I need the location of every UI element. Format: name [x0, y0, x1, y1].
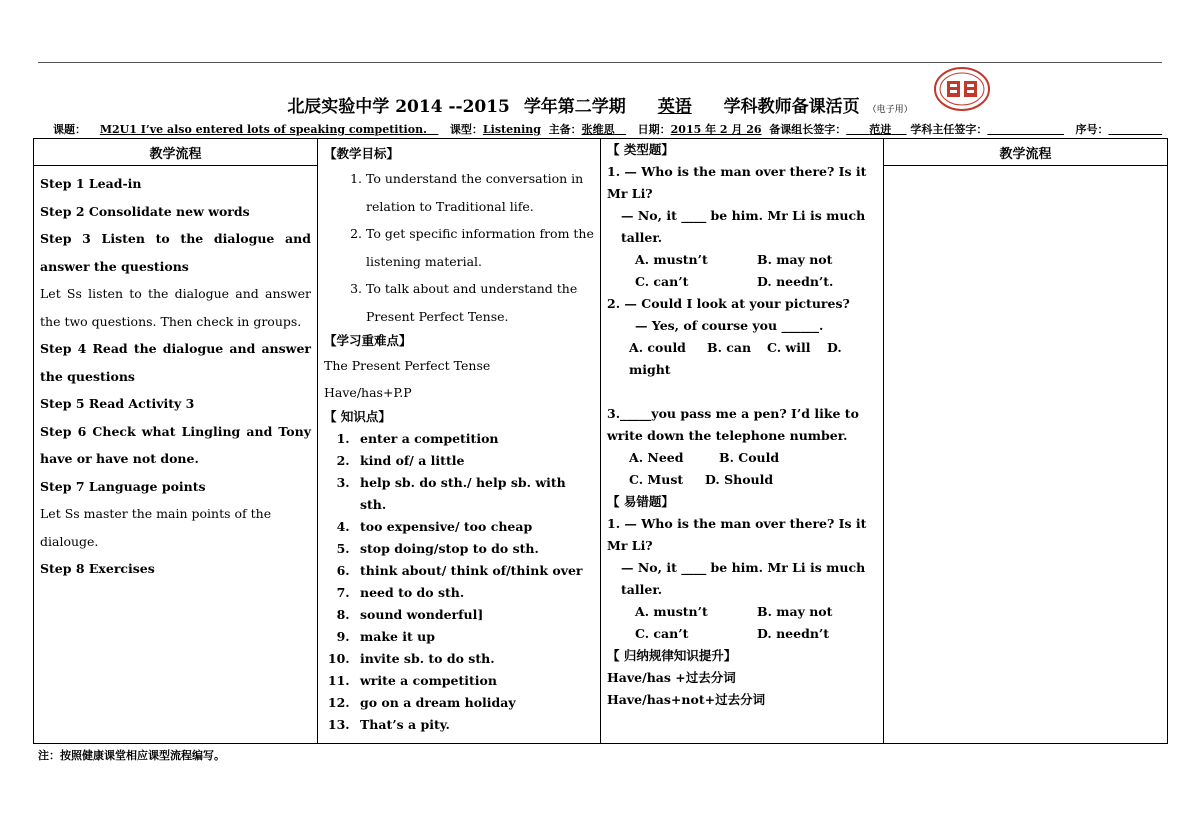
title-subject: 英语: [657, 97, 692, 117]
q2-line1: 2. — Could I look at your pictures?: [607, 296, 850, 311]
knowledge-item: 10. invite sb. to do sth.: [354, 648, 594, 670]
e1-option-b: B. may not: [757, 604, 833, 619]
e1-option-d: D. needn’t: [757, 626, 830, 641]
type-value: Listening: [482, 123, 541, 136]
col4-empty-cell: [884, 166, 1168, 744]
title-small: （电子用）: [867, 105, 913, 115]
knowledge-item: 4. too expensive/ too cheap: [354, 516, 594, 538]
knowledge-item: 13. That’s a pity.: [354, 714, 594, 736]
school-seal-icon: [933, 66, 991, 112]
knowledge-item: 7. need to do sth.: [354, 582, 594, 604]
step-item: Step 5 Read Activity 3: [40, 396, 195, 411]
objectives-heading: 【教学目标】: [324, 146, 400, 161]
e1-option-c: C. can’t: [635, 626, 689, 641]
step-item: Step 4 Read the dialogue and answer the questions: [40, 341, 311, 384]
date-label: 日期：: [637, 123, 671, 136]
q2-option-d: D. might: [629, 340, 842, 377]
e1-option-a: A. mustn’t: [635, 604, 708, 619]
top-rule: [38, 62, 1162, 63]
objective-item: 2. To get specific information from the listening material.: [366, 220, 594, 275]
lesson-label: 课题：: [53, 123, 86, 136]
q3-option-c: C. Must: [629, 472, 684, 487]
objectives-cell: [318, 139, 601, 744]
type-label: 课型：: [449, 123, 483, 136]
q1-option-a: A. mustn’t: [635, 252, 708, 267]
objective-item: 1. To understand the conversation in relation to Traditional life.: [366, 165, 594, 220]
step-item: Step 2 Consolidate new words: [40, 203, 250, 219]
date-value: 2015 年 2 月 26: [670, 123, 762, 136]
title-term: 学年第二学期: [523, 97, 626, 117]
title-school: 北辰实验中学 2014 --2015: [287, 97, 510, 117]
lesson-value: M2U1 I’ve also entered lots of speaking competition.: [99, 123, 427, 136]
summary-heading: 【 归纳规律知识提升】: [607, 648, 737, 663]
key-points-heading: 【学习重难点】: [324, 333, 412, 348]
knowledge-item: 2. kind of/ a little: [354, 450, 594, 472]
knowledge-item: 9. make it up: [354, 626, 594, 648]
q2-option-b: B. can: [707, 340, 752, 355]
knowledge-item: 6. think about/ think of/think over: [354, 560, 594, 582]
step-description: Let Ss listen to the dialogue and answer the two questions. Then check in groups.: [40, 286, 311, 329]
step-item: Step 1 Lead-in: [40, 176, 142, 191]
step-item: Step 6 Check what Lingling and Tony have or have not done.: [40, 423, 311, 466]
leader-label: 备课组长签字：: [769, 123, 847, 136]
exercises-cell: [601, 139, 884, 744]
q1-option-c: C. can’t: [635, 274, 689, 289]
objectives-list: [324, 165, 594, 330]
director-label: 学科主任签字：: [910, 123, 988, 136]
prep-label: 主备：: [548, 123, 582, 136]
title-doc: 学科教师备课活页: [723, 97, 860, 117]
type-heading: 【 类型题】: [607, 142, 674, 157]
q3-option-a: A. Need: [629, 450, 684, 465]
summary-line: Have/has +过去分词: [607, 670, 736, 685]
q1-option-b: B. may not: [757, 252, 833, 267]
step-item: Step 8 Exercises: [40, 561, 155, 576]
knowledge-item: 8. sound wonderful]: [354, 604, 594, 626]
knowledge-item: 1. enter a competition: [354, 428, 594, 450]
q2-line2: — Yes, of course you ______.: [635, 318, 824, 333]
e1-line2: — No, it ____ be him. Mr Li is much taller.: [621, 560, 866, 597]
col1-header: 教学流程: [34, 139, 318, 166]
key-point-line: Have/has+P.P: [324, 385, 412, 400]
q1-option-d: D. needn’t.: [757, 274, 834, 289]
q3-line1: 3._____you pass me a pen? I’d like to write down the telephone number.: [607, 406, 859, 443]
knowledge-item: 12. go on a dream holiday: [354, 692, 594, 714]
q1-line2: — No, it ____ be him. Mr Li is much taller.: [621, 208, 866, 245]
q1-line1: 1. — Who is the man over there? Is it Mr Li?: [607, 164, 867, 201]
col4-header: 教学流程: [884, 139, 1168, 166]
q2-option-c: C. will: [767, 340, 811, 355]
step-item: Step 7 Language points: [40, 478, 206, 494]
step-description: Let Ss master the main points of the dialouge.: [40, 506, 272, 549]
number-label: 序号：: [1075, 123, 1109, 136]
knowledge-item: 3. help sb. do sth./ help sb. with sth.: [354, 472, 594, 516]
step-item: Step 3 Listen to the dialogue and answer the questions: [40, 231, 311, 274]
steps-cell: [34, 166, 318, 744]
leader-value: 范进: [869, 123, 892, 136]
lesson-info-row: [53, 121, 1173, 137]
knowledge-item: 5. stop doing/stop to do sth.: [354, 538, 594, 560]
e1-line1: 1. — Who is the man over there? Is it Mr Li?: [607, 516, 867, 553]
q2-option-a: A. could: [629, 340, 686, 355]
knowledge-item: 11. write a competition: [354, 670, 594, 692]
footnote: 注：按照健康课堂相应课型流程编写。: [38, 749, 225, 762]
lesson-plan-table: [33, 138, 1168, 744]
prep-value: 张维思: [581, 123, 615, 136]
knowledge-list: [324, 428, 594, 736]
key-point-line: The Present Perfect Tense: [324, 358, 491, 373]
q3-option-b: B. Could: [719, 450, 780, 465]
objective-item: 3. To talk about and understand the Present Perfect Tense.: [366, 275, 594, 330]
knowledge-heading: 【 知识点】: [324, 409, 391, 424]
q3-option-d: D. Should: [705, 472, 774, 487]
page-title: [0, 92, 1200, 117]
summary-line: Have/has+not+过去分词: [607, 692, 766, 707]
error-heading: 【 易错题】: [607, 494, 674, 509]
